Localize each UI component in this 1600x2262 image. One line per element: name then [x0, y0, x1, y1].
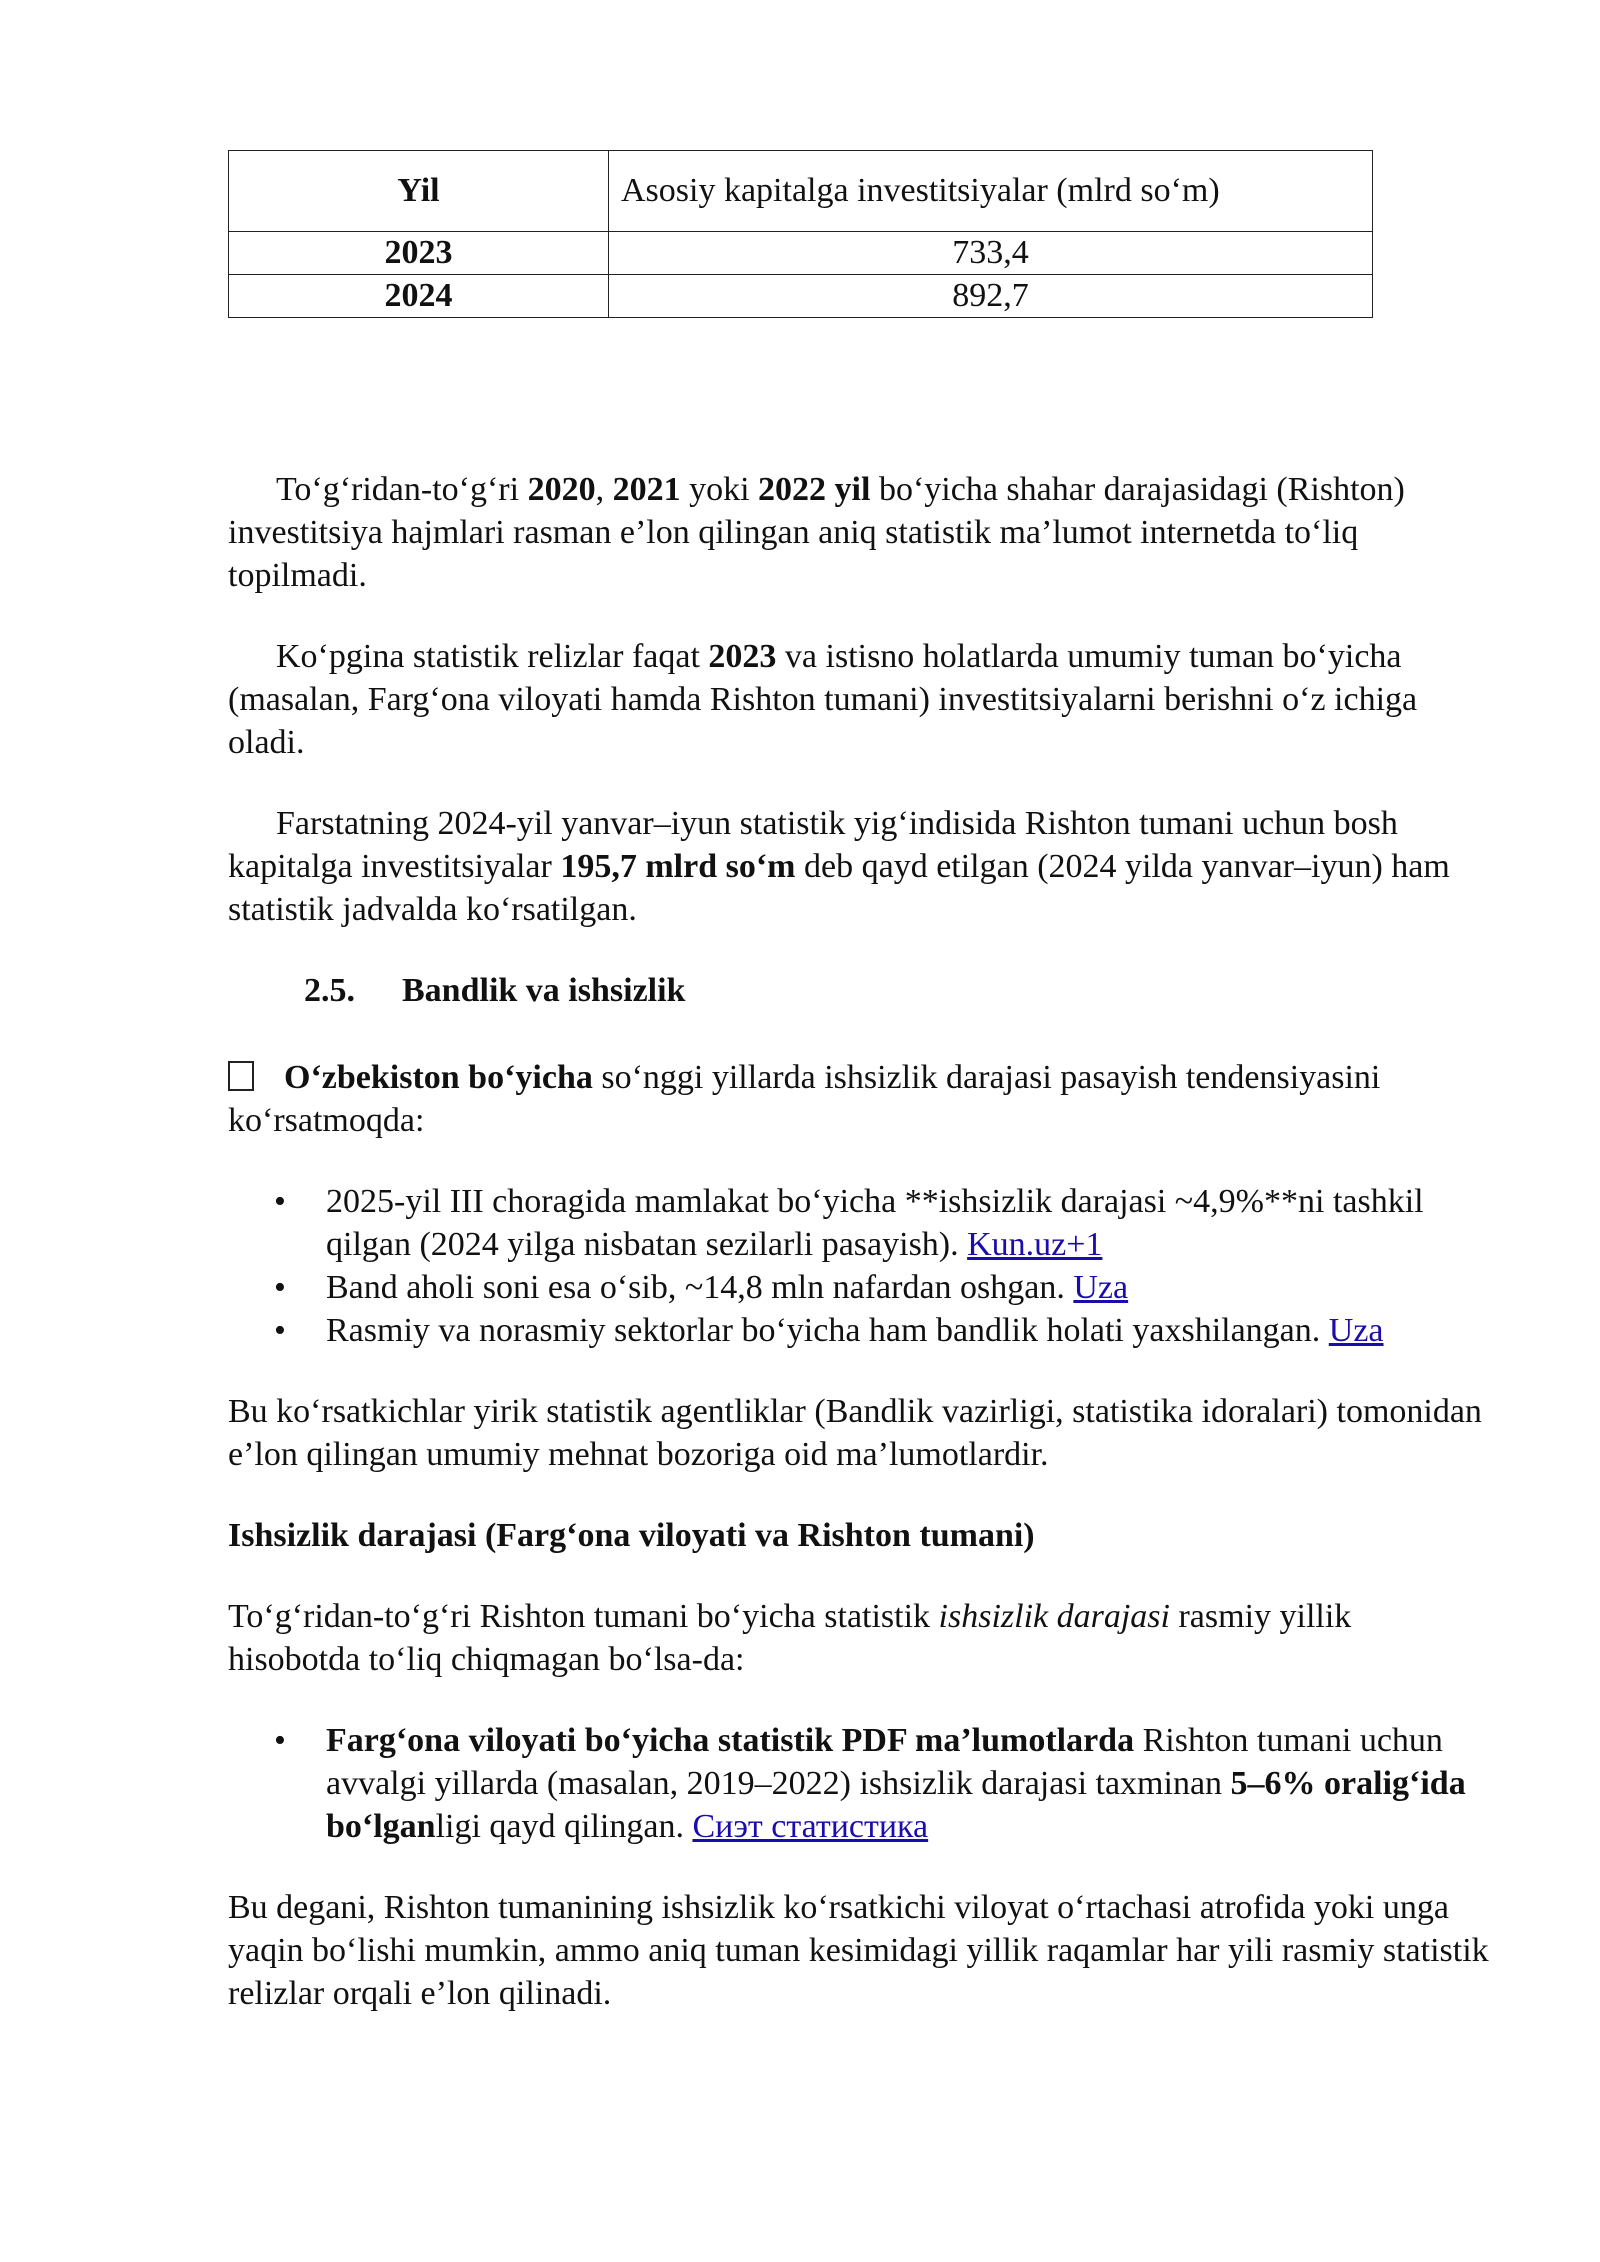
source-link[interactable]: Uza	[1328, 1312, 1384, 1349]
checkbox-glyph-icon	[228, 1061, 254, 1091]
italic-text: ishsizlik darajasi	[938, 1598, 1170, 1635]
bold-text: 2021	[612, 471, 681, 508]
source-link[interactable]: Сиэт статистика	[692, 1808, 929, 1845]
paragraph-uzbekistan	[228, 1056, 1492, 1142]
list-item	[228, 1266, 1492, 1309]
text: 2025-yil III choragida mamlakat bo‘yicha **ishsizlik darajasi ~4,9%**ni tashkil qilgan (2024 yilga nisbatan sezilarli pasayish).	[326, 1183, 1424, 1263]
bullet-list-fergana	[228, 1719, 1492, 1848]
row-value: 892,7	[609, 275, 1373, 318]
unemployment-heading: Ishsizlik darajasi (Farg‘ona viloyati va Rishton tumani)	[228, 1517, 1035, 1554]
source-link[interactable]: Uza	[1073, 1269, 1129, 1306]
text: so‘nggi yillarda ishsizlik darajasi pasayish tendensiyasini ko‘rsatmoqda:	[228, 1059, 1381, 1139]
section-title: Bandlik va ishsizlik	[402, 972, 686, 1009]
paragraph-farstat	[228, 802, 1492, 931]
header-investment: Asosiy kapitalga investitsiyalar (mlrd so‘m)	[609, 151, 1373, 232]
investment-table	[228, 150, 1373, 318]
text: To‘g‘ridan-to‘g‘ri	[276, 471, 528, 508]
bold-text: Farg‘ona viloyati bo‘yicha statistik PDF ma’lumotlarda	[326, 1722, 1135, 1759]
section-number: 2.5.	[304, 972, 355, 1009]
header-year: Yil	[229, 151, 609, 232]
table-row	[229, 275, 1373, 318]
row-value: 733,4	[609, 232, 1373, 275]
text: Rishton tumani uchun avvalgi yillarda (masalan, 2019–2022) ishsizlik darajasi taxminan	[326, 1722, 1443, 1802]
section-heading	[304, 969, 1492, 1012]
list-item	[228, 1309, 1492, 1352]
list-item	[228, 1180, 1492, 1266]
text: rasmiy yillik hisobotda to‘liq chiqmagan bo‘lsa-da:	[228, 1598, 1352, 1678]
text: Band aholi soni esa o‘sib, ~14,8 mln nafardan oshgan.	[326, 1269, 1074, 1306]
table-row	[229, 232, 1373, 275]
bold-text: 195,7 mlrd so‘m	[560, 848, 796, 885]
paragraph-investment-availability	[228, 468, 1492, 597]
table-header-row	[229, 151, 1373, 232]
bullet-list-employment	[228, 1180, 1492, 1352]
list-item	[228, 1719, 1492, 1848]
text: va istisno holatlarda umumiy tuman bo‘yicha (masalan, Farg‘ona viloyati hamda Rishton tumani) investitsiyalarni berishni o‘z ichiga oladi.	[228, 638, 1418, 761]
source-link[interactable]: Kun.uz+1	[967, 1226, 1103, 1263]
text: Rasmiy va norasmiy sektorlar bo‘yicha ham bandlik holati yaxshilangan.	[326, 1312, 1329, 1349]
text: ligi qayd qilingan.	[435, 1808, 693, 1845]
text: Ko‘pgina statistik relizlar faqat	[276, 638, 709, 675]
row-year: 2024	[229, 275, 609, 318]
paragraph-rishton-unemployment	[228, 1595, 1492, 1681]
bold-text: 2023	[708, 638, 777, 675]
document-page	[228, 150, 1492, 2015]
paragraph-conclusion: Bu degani, Rishton tumanining ishsizlik ko‘rsatkichi viloyat o‘rtachasi atrofida yoki unga yaqin bo‘lishi mumkin, ammo aniq tuman kesimidagi yillik raqamlar har yili rasmiy statistik relizlar orqali e’lon qilinadi.	[228, 1889, 1489, 2012]
text: Farstatning 2024-yil yanvar–iyun statistik yig‘indisida Rishton tumani uchun bosh kapitalga investitsiyalar	[228, 805, 1398, 885]
row-year: 2023	[229, 232, 609, 275]
paragraph-indicators: Bu ko‘rsatkichlar yirik statistik agentliklar (Bandlik vazirligi, statistika idoralari) tomonidan e’lon qilingan umumiy mehnat bozoriga oid ma’lumotlardir.	[228, 1393, 1482, 1473]
text: ,	[595, 471, 613, 508]
bold-text: 2022 yil	[758, 471, 871, 508]
text: To‘g‘ridan-to‘g‘ri Rishton tumani bo‘yicha statistik	[228, 1598, 939, 1635]
paragraph-statistical-releases	[228, 635, 1492, 764]
bold-text: O‘zbekiston bo‘yicha	[284, 1059, 593, 1096]
text: deb qayd etilgan (2024 yilda yanvar–iyun) ham statistik jadvalda ko‘rsatilgan.	[228, 848, 1450, 928]
text: bo‘yicha shahar darajasidagi (Rishton) investitsiya hajmlari rasman e’lon qilingan aniq statistik ma’lumot internetda to‘liq topilmadi.	[228, 471, 1405, 594]
bold-text: 2020	[527, 471, 596, 508]
text: yoki	[680, 471, 759, 508]
bold-text: 5–6% oralig‘ida bo‘lgan	[326, 1765, 1466, 1845]
